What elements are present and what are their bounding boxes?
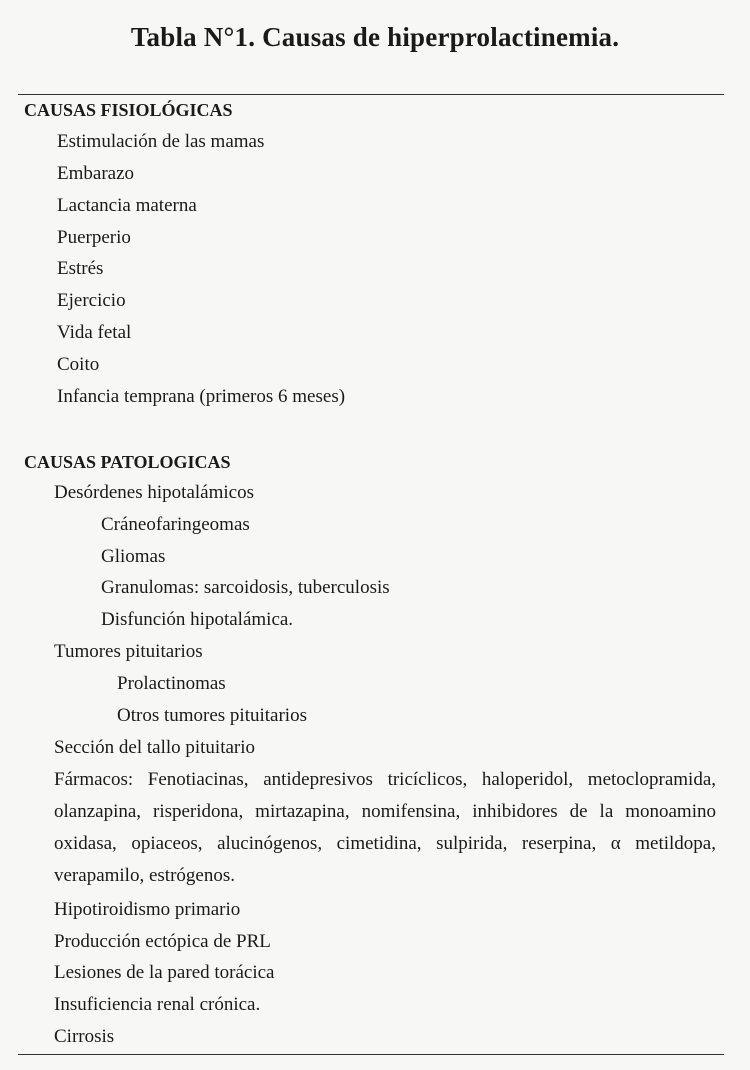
top-rule	[18, 94, 724, 95]
pituitary-item: Otros tumores pituitarios	[117, 705, 307, 726]
other-cause-item: Insuficiencia renal crónica.	[54, 994, 261, 1015]
physiological-item: Embarazo	[57, 163, 135, 184]
section-heading-pathological: CAUSAS PATOLOGICAS	[24, 452, 231, 472]
hypothalamic-item: Gliomas	[101, 546, 166, 567]
other-cause-item: Hipotiroidismo primario	[54, 899, 241, 920]
physiological-item: Ejercicio	[57, 290, 126, 311]
section-heading-physiological: CAUSAS FISIOLÓGICAS	[24, 100, 233, 120]
physiological-item: Infancia temprana (primeros 6 meses)	[57, 386, 346, 407]
hypothalamic-item: Cráneofaringeomas	[101, 514, 250, 535]
physiological-item: Puerperio	[57, 227, 131, 248]
bottom-rule	[18, 1054, 724, 1055]
drugs-paragraph: Fármacos: Fenotiacinas, antidepresivos tricíclicos, haloperidol, metoclopramida, olanzapina, risperidona, mirtazapina, nomifensina, inhibidores de la monoamino oxidasa, opiaceos, alucinógenos, cimetidina, sulpirida, reserpina, α metildopa, verapamilo, estrógenos.	[54, 769, 716, 886]
physiological-item: Estimulación de las mamas	[57, 131, 265, 152]
other-cause-item: Lesiones de la pared torácica	[54, 962, 275, 983]
pituitary-item: Prolactinomas	[117, 673, 226, 694]
other-cause-item: Cirrosis	[54, 1026, 115, 1047]
hypothalamic-item: Granulomas: sarcoidosis, tuberculosis	[101, 577, 390, 598]
pituitary-tumors-label: Tumores pituitarios	[54, 641, 203, 662]
physiological-item: Lactancia materna	[57, 195, 197, 216]
stalk-section-item: Sección del tallo pituitario	[54, 737, 256, 758]
page-title: Tabla N°1. Causas de hiperprolactinemia.	[130, 22, 620, 52]
physiological-item: Estrés	[57, 258, 104, 279]
hypothalamic-item: Disfunción hipotalámica.	[101, 609, 294, 630]
physiological-item: Coito	[57, 354, 100, 375]
physiological-item: Vida fetal	[57, 322, 132, 343]
other-cause-item: Producción ectópica de PRL	[54, 931, 271, 952]
hypothalamic-disorders-label: Desórdenes hipotalámicos	[54, 482, 254, 503]
